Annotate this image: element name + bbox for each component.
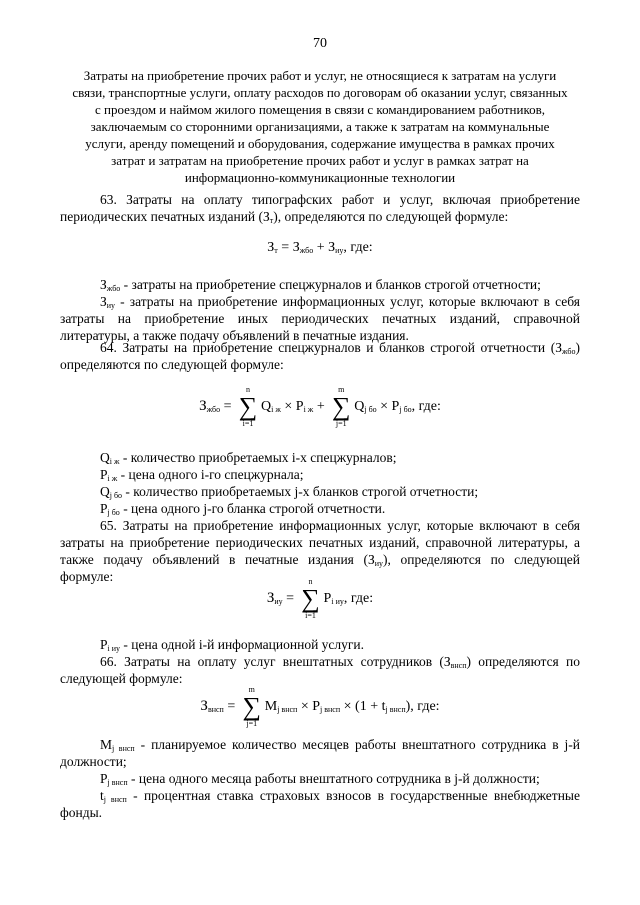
definition-pjbo: $P_{j бо}$ - цена одного j-го бланка строгой отчетности. (100, 501, 386, 517)
definition-tjvnsp: $t_{j внсп}$ - процентная ставка страховых взносов в государственные внебюджетные фонды. (60, 788, 580, 820)
sum-symbol: n ∑ i=1 (301, 577, 320, 620)
definition-ziu: $З_{иу}$ - затраты на приобретение информационных услуг, которые включают в себя затраты на приобретение иных периодических печатных изданий, справочной литературы, а также подачу объявлений в печатные издания. (60, 294, 580, 343)
page-number: 70 (313, 36, 327, 51)
definition-qjbo: $Q_{j бо}$ - количество приобретаемых j-х бланков строгой отчетности; (100, 484, 479, 500)
paragraph-65: 65. Затраты на приобретение информационных услуг, которые включают в себя затраты на приобретение периодических печатных изданий, справочной литературы, а также подачу объявлений в печатные издания $(З_{иу})$, определяются по следующей формуле: (60, 518, 580, 584)
sum-symbol: n ∑ i=1 (238, 385, 258, 428)
paragraph-66: 66. Затраты на оплату услуг внештатных сотрудников $(З_{внсп})$ определяются по следующей формуле: (60, 654, 580, 686)
sum-symbol: m ∑ j=1 (331, 385, 351, 428)
section-heading: Затраты на приобретение прочих работ и услуг, не относящиеся к затратам на услуги связи, транспортные услуги, оплату расходов по договорам об оказании услуг, связанных с проездом и наймом жилого помещения в связи с командированием работников, заключаемым со сторонними организациями, а также к затратам на коммунальные услуги, аренду помещений и оборудования, содержание имущества в рамках прочих затрат и затратам на приобретение прочих работ и услуг в рамках затрат на информационно-коммуникационные технологии (72, 68, 568, 185)
paragraph-64: 64. Затраты на приобретение спецжурналов и бланков строгой отчетности $(З_{жбо})$ определяются по следующей формуле: (60, 340, 580, 372)
definition-pjvnsp: $P_{j внсп}$ - цена одного месяца работы внештатного сотрудника в j-й должности; (100, 771, 540, 787)
formula-63: $З_т = З_{жбо} + З_{иу}$, где: (267, 240, 373, 255)
sum-symbol: m ∑ j=1 (242, 685, 261, 728)
formula-66: $З_{внсп}$ = m ∑ j=1 $M_{j внсп} \times P_{j внсп} \times (1 + t_{j внсп})$, где: (200, 685, 440, 728)
formula-64: $З_{жбо}$ = n ∑ i=1 $Q_{i ж} \times P_{i ж}$ + m ∑ j=1 $Q_{j бо} \times P_{j бо}$, где: (199, 385, 441, 428)
definition-mjvnsp: $M_{j внсп}$ - планируемое количество месяцев работы внештатного сотрудника в j-й должности; (60, 737, 580, 769)
paragraph-63: 63. Затраты на оплату типографских работ и услуг, включая приобретение периодических печатных изданий $(З_т)$, определяются по следующей формуле: (60, 192, 580, 225)
definition-pizh: $P_{i ж}$ - цена одного i-го спецжурнала; (100, 467, 304, 483)
definition-piiu: $P_{i иу}$ - цена одной i-й информационной услуги. (100, 637, 365, 653)
formula-65: $З_{иу}$ = n ∑ i=1 $P_{i иу}$, где: (266, 577, 374, 620)
definition-qizh: $Q_{i ж}$ - количество приобретаемых i-х спецжурналов; (100, 450, 397, 466)
definition-zhbo: $З_{жбо}$ - затраты на приобретение спецжурналов и бланков строгой отчетности; (100, 277, 541, 293)
